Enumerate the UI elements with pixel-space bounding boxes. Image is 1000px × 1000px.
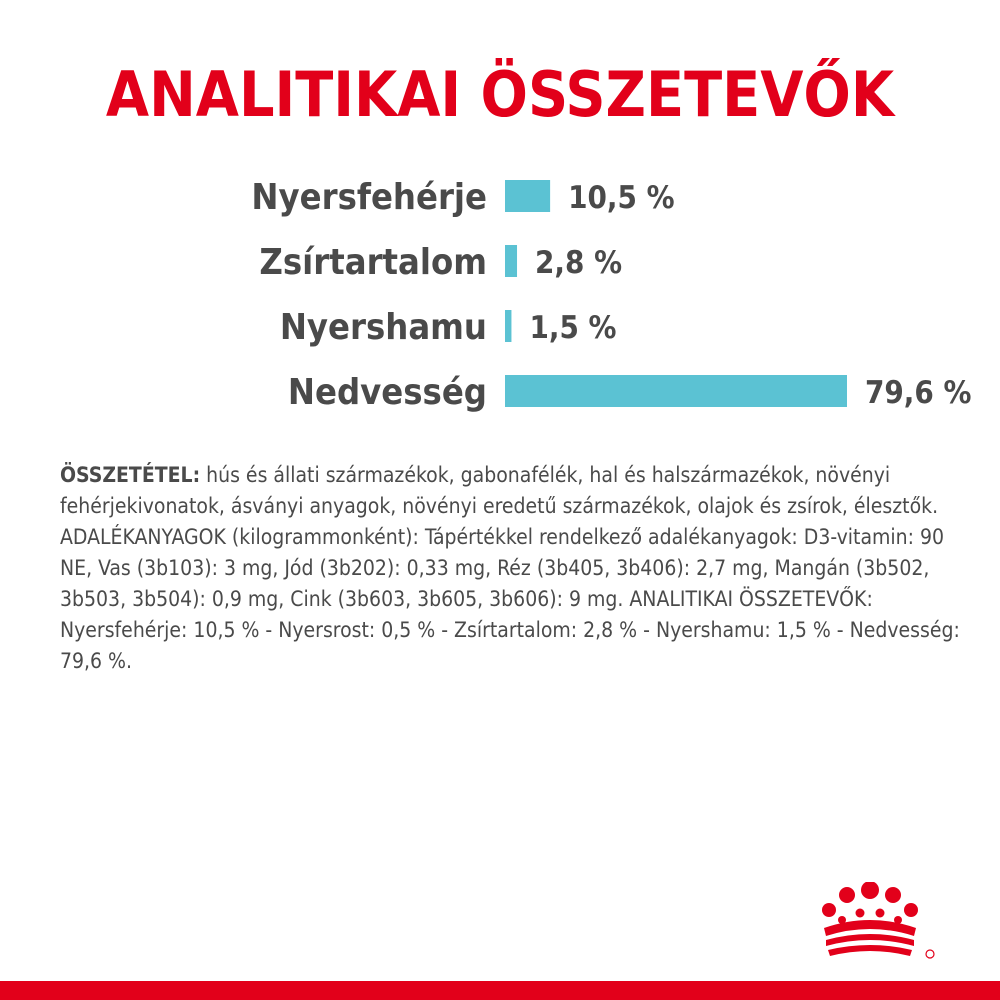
category-label: Nyersfehérje: [251, 177, 487, 218]
category-label: Zsírtartalom: [259, 242, 487, 283]
page-title: ANALITIKAI ÖSSZETEVŐK: [105, 58, 895, 131]
value-label: 10,5 %: [568, 180, 675, 216]
crown-logo-icon: [818, 882, 940, 964]
bar: [505, 245, 517, 277]
value-label: 79,6 %: [865, 375, 972, 411]
value-label: 2,8 %: [535, 245, 623, 281]
nutrient-bar-chart: [0, 160, 1000, 430]
category-label: Nedvesség: [287, 372, 487, 413]
composition-heading: ÖSSZETÉTEL:: [60, 463, 201, 487]
footer-bar: [0, 981, 1000, 1000]
bar: [505, 180, 550, 212]
bar: [505, 310, 511, 342]
composition-text: [60, 460, 960, 677]
bar: [505, 375, 847, 407]
category-label: Nyershamu: [279, 307, 487, 348]
value-label: 1,5 %: [529, 310, 617, 346]
composition-body: hús és állati származékok, gabonafélék, hal és halszármazékok, növényi fehérjekivonatok, ásványi anyagok, növényi eredetű származékok, olajok és zsírok, élesztők. ADALÉKANYAGOK (kilogrammonként): Tápértékkel rendelkező adalékanyagok: D3-vitamin: 90 NE, Vas (3b103): 3 mg, Jód (3b202): 0,33 mg, Réz (3b405, 3b406): 2,7 mg, Mangán (3b502, 3b503, 3b504): 0,9 mg, Cink (3b603, 3b605, 3b606): 9 mg. ANALITIKAI ÖSSZETEVŐK: Nyersfehérje: 10,5 % - Nyersrost: 0,5 % - Zsírtartalom: 2,8 % - Nyershamu: 1,5 % - Nedvesség: 79,6 %.: [60, 463, 960, 673]
